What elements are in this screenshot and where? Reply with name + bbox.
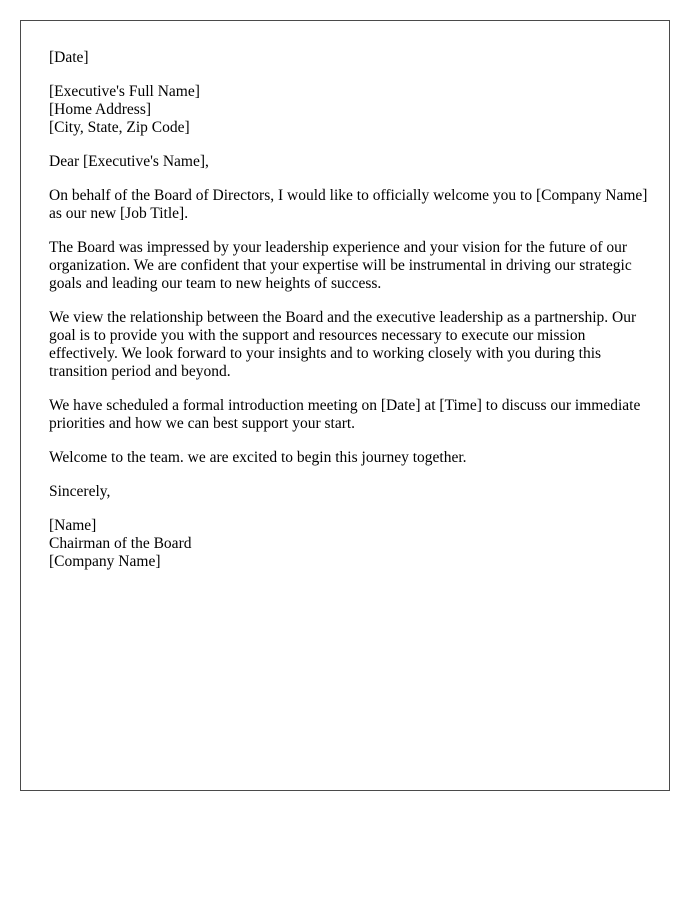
signature-company: [Company Name] — [49, 553, 161, 570]
signature-name: [Name] — [49, 517, 97, 534]
recipient-name: [Executive's Full Name] — [49, 83, 200, 100]
paragraph-meeting: We have scheduled a formal introduction meeting on [Date] at [Time] to discuss our immediate priorities and how we can best support your start. — [49, 397, 641, 432]
paragraph-partnership: We view the relationship between the Board and the executive leadership as a partnership. Our goal is to provide you with the support and resources necessary to execute our mission effectively. We look forward to your insights and to working closely with you during this transition period and beyond. — [49, 309, 637, 380]
letter-date: [Date] — [49, 49, 89, 66]
paragraph-closing-remark: Welcome to the team. we are excited to begin this journey together. — [49, 449, 467, 466]
letter-page — [20, 20, 670, 791]
recipient-address: [Home Address] — [49, 101, 152, 118]
salutation: Dear [Executive's Name], — [49, 153, 209, 170]
paragraph-welcome: On behalf of the Board of Directors, I would like to officially welcome you to [Company Name] as our new [Job Title]. — [49, 187, 648, 222]
signature-block — [49, 517, 649, 571]
recipient-city-state-zip: [City, State, Zip Code] — [49, 119, 190, 136]
recipient-block — [49, 83, 649, 137]
closing: Sincerely, — [49, 483, 111, 500]
paragraph-impression: The Board was impressed by your leadership experience and your vision for the future of our organization. We are confident that your expertise will be instrumental in driving our strategic goals and leading our team to new heights of success. — [49, 239, 632, 292]
signature-title: Chairman of the Board — [49, 535, 192, 552]
